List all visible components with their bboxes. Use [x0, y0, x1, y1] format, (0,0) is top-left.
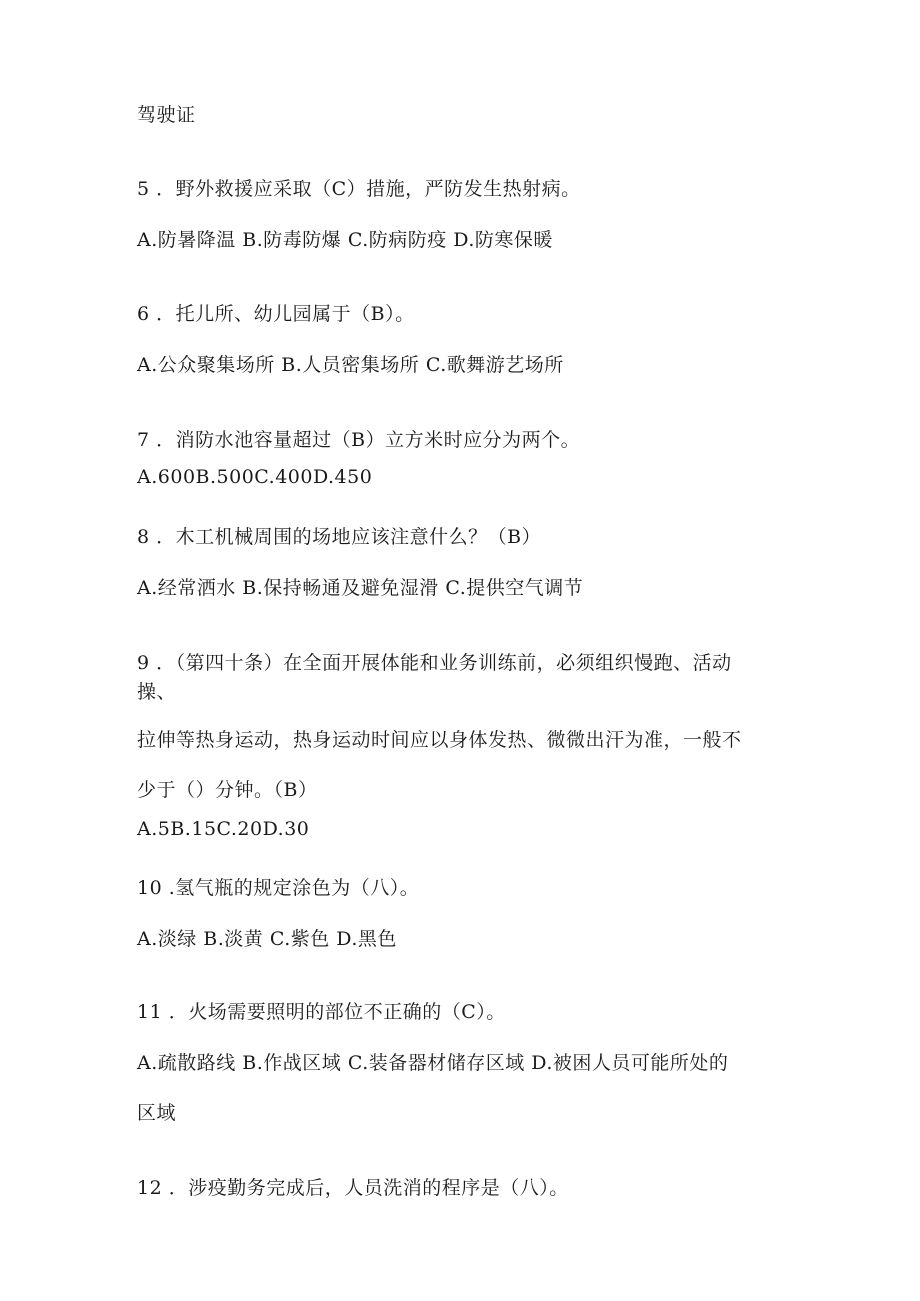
question-9-line-4: 少于（）分钟。（B） [137, 779, 318, 801]
question-5: 5 ．野外救援应采取（C）措施，严防发生热射病。 [137, 178, 581, 200]
question-9-line-3: 拉伸等热身运动，热身运动时间应以身体发热、微微出汗为准，一般不 [137, 729, 742, 751]
question-11-options-line-2: 区域 [137, 1102, 177, 1124]
question-8: 8 ．木工机械周围的场地应该注意什么？（B） [137, 526, 542, 548]
question-7: 7 ．消防水池容量超过（B）立方米时应分为两个。 [137, 429, 581, 451]
question-6-options: A.公众聚集场所 B.人员密集场所 C.歌舞游艺场所 [137, 354, 564, 376]
question-6: 6 ．托儿所、幼儿园属于（B）。 [137, 303, 415, 325]
question-5-options: A.防暑降温 B.防毒防爆 C.防病防疫 D.防寒保暖 [137, 229, 553, 251]
question-8-options: A.经常洒水 B.保持畅通及避免湿滑 C.提供空气调节 [137, 577, 584, 599]
question-11-options-line-1: A.疏散路线 B.作战区域 C.装备器材储存区域 D.被困人员可能所处的 [137, 1052, 729, 1074]
question-9-line-1: 9 ．（第四十条）在全面开展体能和业务训练前，必须组织慢跑、活动 [137, 652, 732, 674]
question-10: 10 .氢气瓶的规定涂色为（八）。 [137, 877, 420, 899]
question-9-options: A.5B.15C.20D.30 [137, 818, 310, 840]
question-7-options: A.600B.500C.400D.450 [137, 466, 373, 488]
question-9-line-2: 操、 [137, 681, 177, 703]
question-12: 12 ．涉疫勤务完成后，人员洗消的程序是（八）。 [137, 1177, 569, 1199]
header-text: 驾驶证 [137, 104, 196, 126]
question-10-options: A.淡绿 B.淡黄 C.紫色 D.黑色 [137, 928, 397, 950]
question-11: 11 ．火场需要照明的部位不正确的（C）。 [137, 1001, 506, 1023]
